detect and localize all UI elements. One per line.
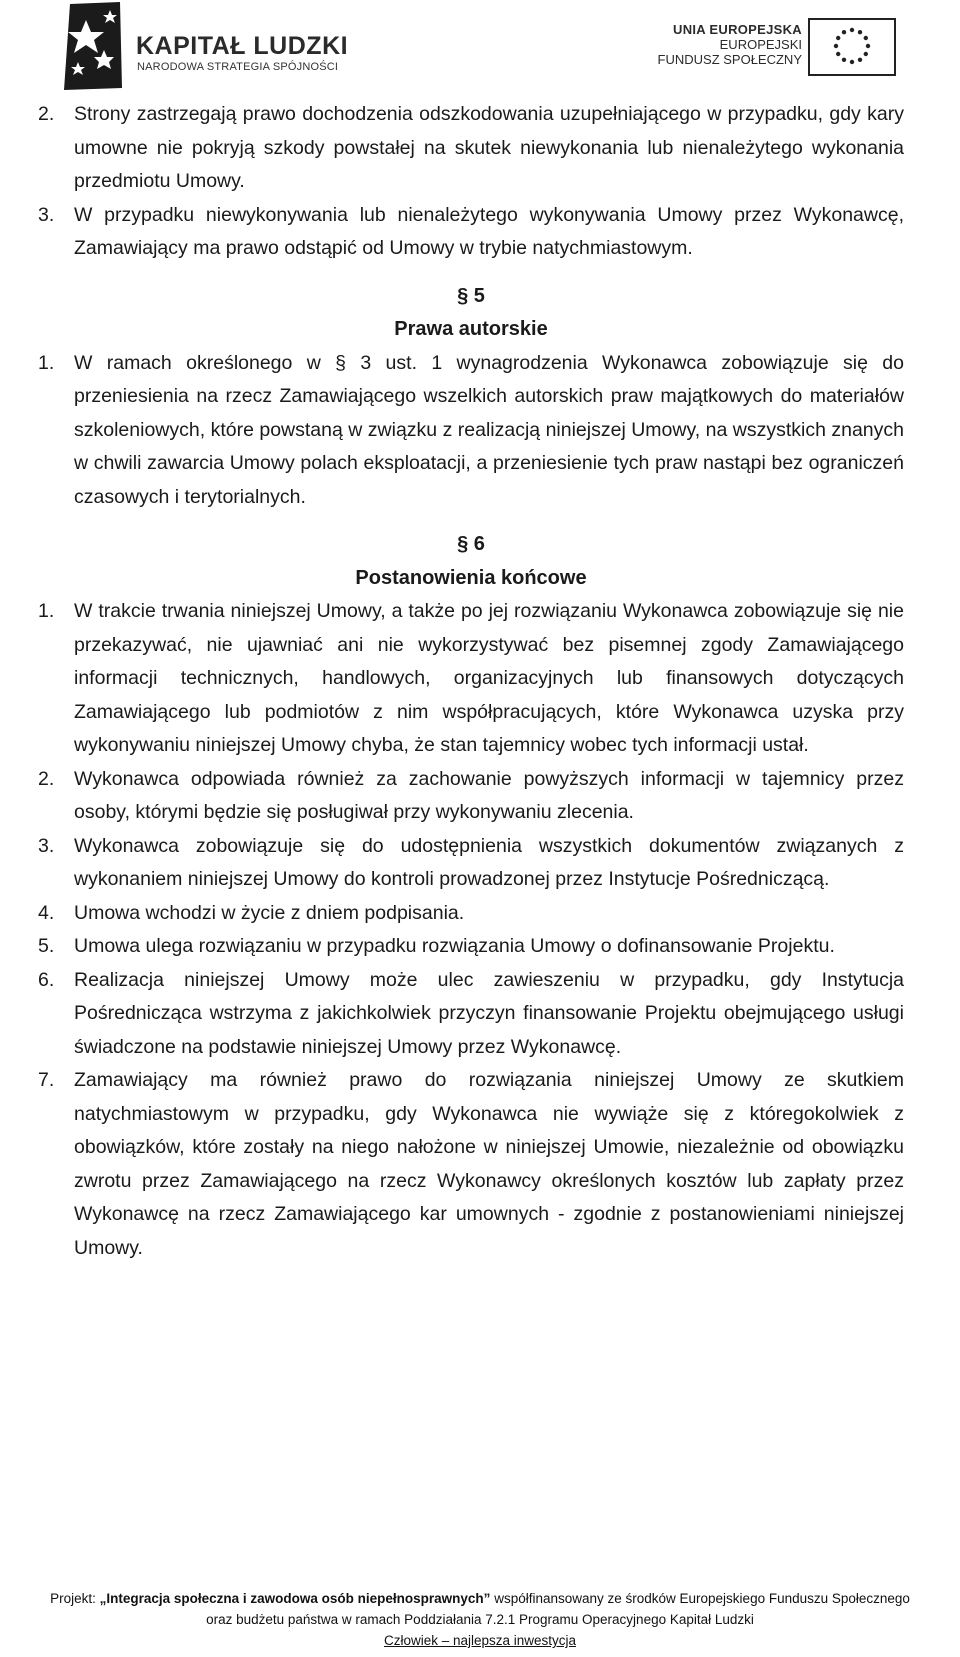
eu-logo-line3: FUNDUSZ SPOŁECZNY bbox=[657, 52, 802, 67]
eu-flag-icon bbox=[808, 18, 896, 76]
list-item: 6. Realizacja niniejszej Umowy może ulec zawieszeniu w przypadku, gdy Instytucja Pośrednicząca wstrzyma z jakichkolwiek przyczyn finansowanie Projektu obejmującego usługi świadczone na podstawie niniejszej Umowy przez Wykonawcę. bbox=[38, 968, 904, 1058]
kapital-ludzki-logo bbox=[64, 2, 354, 90]
list-item: 2. Wykonawca odpowiada również za zachowanie powyższych informacji w tajemnicy przez osoby, którymi będzie się posługiwał przy wykonywaniu zlecenia. bbox=[38, 767, 904, 823]
section-5-number: § 5 bbox=[457, 284, 485, 307]
list-item: 2. Strony zastrzegają prawo dochodzenia odszkodowania uzupełniającego w przypadku, gdy kary umowne nie pokryją szkody powstałej na skutek niewykonania lub nienależytego wykonania przedmiotu Umowy. bbox=[38, 103, 904, 192]
eu-logo-line1: UNIA EUROPEJSKA bbox=[673, 22, 802, 37]
kapital-ludzki-emblem-icon bbox=[64, 2, 122, 90]
eu-logo-line2: EUROPEJSKI bbox=[719, 37, 802, 52]
footer-line2: oraz budżetu państwa w ramach Poddziałania 7.2.1 Programu Operacyjnego Kapitał Ludzki bbox=[206, 1612, 754, 1627]
logo-tagline: NARODOWA STRATEGIA SPÓJNOŚCI bbox=[137, 61, 339, 73]
list-item: 4. Umowa wchodzi w życie z dniem podpisania. bbox=[38, 901, 465, 924]
list-item: 3. W przypadku niewykonywania lub nienależytego wykonywania Umowy przez Wykonawcę, Zamawiający ma prawo odstąpić od Umowy w trybie natychmiastowym. bbox=[38, 203, 904, 259]
footer-project-name: „Integracja społeczna i zawodowa osób niepełnosprawnych” bbox=[99, 1591, 491, 1606]
footer-slogan: Człowiek – najlepsza inwestycja bbox=[383, 1633, 577, 1648]
list-item: 1. W trakcie trwania niniejszej Umowy, a także po jej rozwiązaniu Wykonawca zobowiązuje się nie przekazywać, nie ujawniać ani nie wykorzystywać bez pisemnej zgody Zamawiającego informacji technicznych, handlowych, organizacyjnych lub finansowych dotyczących Zamawiającego lub podmiotów z nim współpracujących, które Wykonawca uzyska przy wykonywaniu niniejszej Umowy chyba, że stan tajemnicy wobec tych informacji ustał. bbox=[38, 600, 904, 756]
list-item: 7. Zamawiający ma również prawo do rozwiązania niniejszej Umowy ze skutkiem natychmiastowym w przypadku, gdy Wykonawca nie wywiąże się z któregokolwiek z obowiązków, które zostały na niego nałożone w niniejszej Umowie, niezależnie od obowiązku zwrotu przez Zamawiającego na rzecz Wykonawcy określonych kosztów lub zapłaty przez Wykonawcę na rzecz Zamawiającego kar umownych - zgodnie z postanowieniami niniejszej Umowy. bbox=[38, 1069, 904, 1259]
page-footer bbox=[0, 1588, 960, 1651]
section-6-title: Postanowienia końcowe bbox=[355, 566, 587, 589]
list-item: 3. Wykonawca zobowiązuje się do udostępnienia wszystkich dokumentów związanych z wykonaniem niniejszej Umowy do kontroli prowadzonej przez Instytucje Pośredniczącą. bbox=[38, 834, 904, 890]
list-item: 5. Umowa ulega rozwiązaniu w przypadku rozwiązania Umowy o dofinansowanie Projektu. bbox=[38, 935, 835, 957]
logo-brand-text: KAPITAŁ LUDZKI bbox=[136, 32, 349, 60]
eu-logo bbox=[657, 18, 898, 78]
document-body bbox=[38, 98, 904, 1265]
section-6-number: § 6 bbox=[457, 533, 485, 555]
section-5-title: Prawa autorskie bbox=[394, 318, 548, 340]
list-item: 1. W ramach określonego w § 3 ust. 1 wynagrodzenia Wykonawca zobowiązuje się do przeniesienia na rzecz Zamawiającego wszelkich autorskich praw majątkowych do materiałów szkoleniowych, które powstaną w związku z realizacją niniejszej Umowy, na wszystkich znanych w chwili zawarcia Umowy polach eksploatacji, a przeniesienie tych praw nastąpi bez ograniczeń czasowych i terytorialnych. bbox=[38, 351, 904, 508]
eu-logo-text bbox=[658, 22, 802, 67]
footer-line1: Projekt: „Integracja społeczna i zawodowa osób niepełnosprawnych” współfinansowany ze środków Europejskiego Funduszu Społecznego bbox=[50, 1591, 910, 1606]
